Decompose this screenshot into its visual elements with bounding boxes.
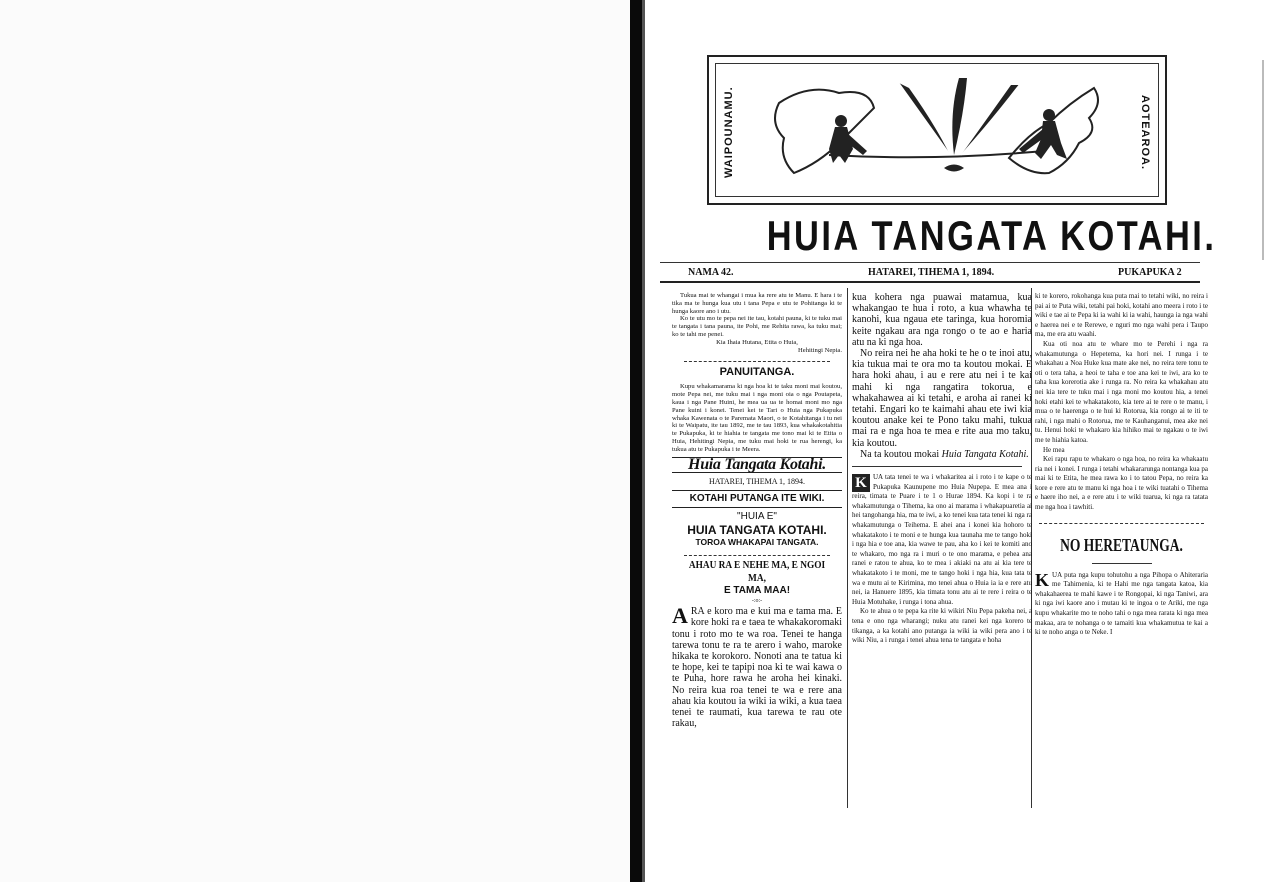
col3-paragraph-1: ki te korero, rokohanga kua puta mai to tetahi wiki, no reira i pai ai te Puta wiki, tetahi pai hoki, kotahi ano meera i roto i te wiki e tae ai te Pepa ki ia wahi ki ia wahi, haunga ia nga wahi e haerea nei e te Rerewe, e nguri mo nga wahi pera i Taupo ma, me era atu waahi. [1035, 292, 1209, 339]
no-heretaunga-heading: NO HERETAUNGA. [1060, 534, 1183, 555]
col2-notice [852, 473, 1032, 607]
column-2 [852, 292, 1032, 646]
south-island-outline [775, 90, 874, 173]
waipounamu-label: WAIPOUNAMU. [723, 86, 735, 178]
col3-paragraph-3: Kei rapu rapu te whakaro o nga hoa, no reira ka whakaatu ria nei i konei. I runga i tetahi whakararunga nontanga kua pa mai ki te Etita, he mea rawa ko i to tatou Pepa, no reira ka kore e rere atu te manu ki nga hoa i te wiki tuatahi o Tihema e haere iho nei, a e rere atu i te wiki tuarua, ki nga ra tatata me nga hoa i tawhiti. [1035, 455, 1208, 512]
huia-e-text: "HUIA E" [737, 511, 777, 523]
proverb-line-1: AHAU RA E NEHE MA, E NGOI MA, [688, 559, 826, 585]
column-1 [672, 292, 842, 729]
subscription-paragraph: Ko te utu mo te pepa nei ite tau, kotahi pauna, ki te tuku mai te tangata i tana pauna, ite Pohi, me Rehita rawa, ka tuku mai; ko te tahi me penei. [672, 315, 842, 338]
signoff-paper-name: Huia Tangata Kotahi. [941, 448, 1029, 460]
article-text: UA puta nga kupu tohutohu a nga Pihopa o Ahiteraria me Tahimenia, ki te Hahi me nga tangata katoa, kia whakahaerea te mahi kawe i te Rongopai, ki nga Taniwi, ara ki nga iwi kaore ano i mutau ki te ingoa o te Ariki, me nga kupu whakarite mo te noho tahi o nga mea rarata ki nga mea makaa, ara te nohanga o te tamaiti kua whakamutua te kai a ki te noho anga o te Neke. I [1035, 570, 1208, 637]
signoff-lead: Na ta koutou mokai [860, 448, 940, 460]
drop-cap-k: K [852, 474, 870, 492]
title-rule [660, 262, 1200, 263]
blank-left-page [0, 0, 630, 882]
ornament: -:o:- [751, 598, 763, 605]
gothic-title-box [672, 457, 842, 474]
notice-text: UA tata tenei te wa i whakaritea ai i roto i te kape o te Pukapuka Kaunupene mo Huia Nupepa. E mea ana i reira, timata te Puare i te 1 o Hurae 1894. Ka kopi i te ra whakamutunga o Tihema, ka ono ai marama i whakapuaretia ai hei tangohanga hia, ma te iwi, a ko tenei kua tata tenei ki nga ra whakamutunga o Teihema. E ahei ana i konei kia hohoro te whakatakoto i te moni e te hunga kua taunaha me te tango hoki i nga hia e toe ana, kia wawe te pau, aha ko i kei te komiti ano te whakaro, mo nga ra i muri o te ono marama, e pehea ana ranei e ratou te ahua, ko te mea i akiaki na atu ai kia tere te whakatakoto i te moni, me te tango hoki i nga hia, kua tata te wa e mutu ai te Kirimina, mo tenei ahua o Huia ia ia e rere atu nei, ia Hanuere 1895, kia timata tonu atu ai te rere i reira o te Huia Motuhake, i runga i tona ahua. [852, 473, 1032, 606]
issue-number: NAMA 42. [688, 267, 734, 278]
col3-sign: He mea [1043, 445, 1065, 454]
col3-paragraph-2: Kua oti noa atu te whare mo te Perehi i nga ra whakamutunga o Hepetema, ka hori nei. I runga i te whakahau a Noa Huke kua mate ake nei, no reira tere tonu te oti o tera taha, a heoi te taha e toe ana kei te iwi, ara ko te taha kua korerotia ake i runga ra. No reira ka whakahau atu nei kia tere te tuku mai i nga moni mo koutou hia, a tenei hoki etahi kei te whakatakoto, kia tere ai te rere o te manu, i mua o te haerenga o te hui ki Rotorua, kia rongo ai te iti te rahi, i nga mahi o Rotorua, me te Kauhanganui, mea ake nei tu. Henui hoki te whakaro kia hihiko mai te ngakau o te iwi me te hiahia katoa. [1035, 339, 1208, 444]
signature-line-2: Hehitingi Nepia. [798, 346, 842, 354]
wavy-divider-2 [684, 551, 830, 556]
col2-paragraph-2: No reira nei he aha hoki te he o te inoi atu, kia tukua mai te ora mo ta koutou mokai. E hara hoki ahau, i au e rere atu nei i te kai mahi ki nga rangatira tokorua, e whakahawea ai ki tetahi, e aroha ai ranei ki tetahi. Engari ko te kaimahi ahau ete iwi kia koutou anake kei te Pono taku mahi, tukua mai ra e nga hoa te mea e rite aua mo taku, kia koutou. [852, 348, 1032, 449]
right-figure [1019, 109, 1067, 159]
column-3 [1035, 292, 1208, 638]
editorial-text: RA e koro ma e kui ma e tama ma. E kore hoki ra e taea te whakakoromaki tonu i roto mo te wa roa. Tenei te hanga tarewa tonu te ra te arero i waho, maroke hikaka te korokoro. Nonoti ana te tatua ki te hope, kei te tapipi noa ki te wai kawa o te Puha, hore rawa he aroha hei kinaki. No reira kua roa tenei te wa e rere ana ahau kia koutou ia wiki ia wiki, a kua taea tenei te raumati, kua tarewa te rau ote rakau, [672, 606, 842, 730]
wavy-divider [684, 357, 830, 362]
center-ornament [944, 165, 964, 172]
drop-cap-k-2: K [1035, 569, 1050, 590]
masthead-frame [707, 55, 1167, 205]
proverb-line-2: E TAMA MAA! [723, 585, 791, 597]
heading-rule [1092, 563, 1152, 564]
gothic-paper-title: Huia Tangata Kotahi. [688, 455, 826, 473]
wavy-divider-3 [1039, 519, 1204, 524]
section-rule [852, 466, 1022, 467]
toroa-text: TOROA WHAKAPAI TANGATA. [695, 537, 819, 548]
drop-cap-a: A [672, 603, 688, 629]
col2-paragraph-1: kua kohera nga puawai matamua, kua whakangao te hua i roto, a kua whawha te kanohi, kua ngaua ete taringa, kua horomia keite ngakau ara nga rongo o te ao e haria atu na ki nga hoa. [852, 292, 1032, 348]
htk-text: HUIA TANGATA KOTAHI. [687, 523, 827, 538]
col3-article [1035, 571, 1208, 638]
column-divider-1 [847, 288, 848, 808]
col2-paragraph-5: Ko te ahua o te pepa ka rite ki wikiri Niu Pepa pakeha nei, a tena e ono nga wharangi; nuku atu ranei kei nga korero te tikanga, a ka kotahi ano putanga ia wiki ia wiki pera ano i te wiki Niu, a i runga i tenei ahua tena te tangata e hoha [852, 607, 1032, 645]
aotearoa-label: AOTEAROA. [1139, 94, 1151, 170]
page-edge-mark [1262, 60, 1264, 260]
intro-paragraph: Tukua mai te whangai i mua ka rere atu te Manu. E hara i te tika ma te hunga kua utu i tana Pepa e utu te Pohitanga ki te hunga kaore ano i utu. [672, 292, 842, 315]
issue-date: HATAREI, TIHEMA 1, 1894. [868, 267, 995, 278]
gutter-edge [642, 0, 645, 882]
page-number: PUKAPUKA 2 [1118, 267, 1182, 278]
panui-text: Kupu whakamarama ki nga hoa ki te taku moni mai koutou, mote Pepa nei, me tuku mai i nga moni oia o nga Poutapeta, kaua i nga Pane Huini, he mea ua ua te homai moni mo nga Pane kuini i konei. Tenei kei te Tari o Huia nga Pukapuka whaka Kawenata o te Paremata Maori, o te Kotahitanga i tu nei ki te Waipatu, ite tau 1892, me te tau 1893, kua whakakotahitia te Pukapuka, ki te hiahia te tangata me tono mai ki te Etita o Huia, Hehitingi Nepia, me tuku mai hoki te rua herengi, ka tukua atu te Pukapuka i te Meera. [672, 383, 842, 453]
newspaper-title: HUIA TANGATA KOTAHI. [766, 212, 1217, 259]
issue-rule [660, 281, 1200, 283]
editorial-body [672, 603, 842, 730]
putanga-box [672, 490, 842, 508]
book-gutter [630, 0, 642, 882]
col2-signoff [852, 449, 1032, 460]
panui-heading: PANUITANGA. [719, 366, 795, 379]
feather-center [952, 78, 967, 155]
masthead-emblem [749, 63, 1119, 193]
dated-line: HATAREI, TIHEMA 1, 1894. [708, 477, 806, 487]
putanga-text: KOTAHI PUTANGA ITE WIKI. [689, 493, 825, 505]
signature-line-1: Kia Ihaia Hutana, Etita o Huia, [716, 338, 798, 346]
